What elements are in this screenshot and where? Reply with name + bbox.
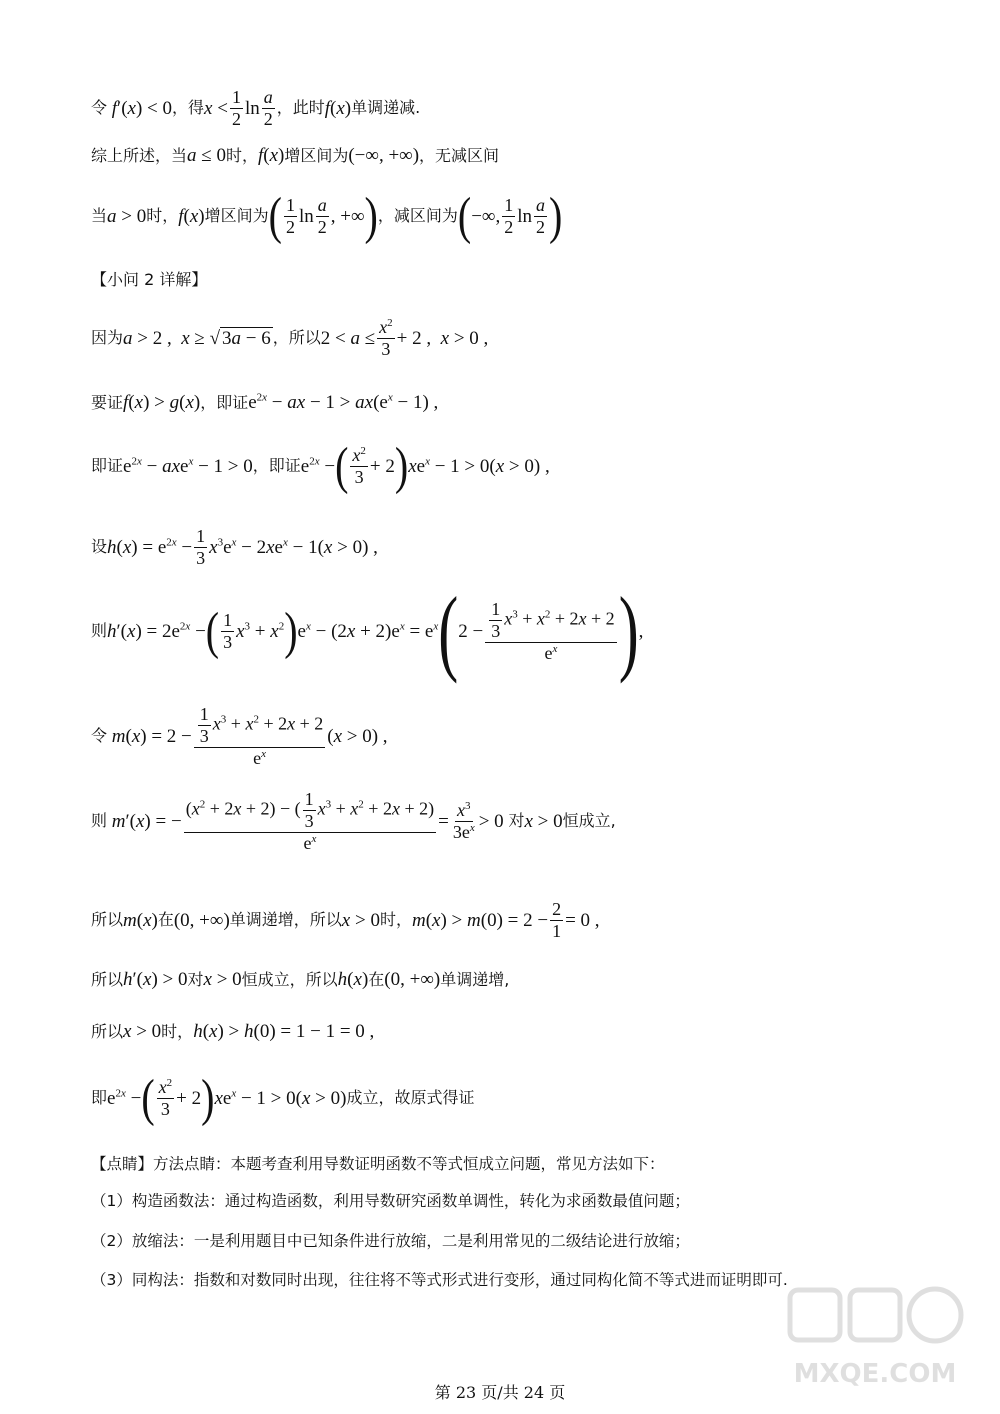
watermark-text: MXQE.COM xyxy=(793,1359,957,1389)
line-1: 令 f′(x) < 0 ，得 x < $\frac{1}{2}$ ln $\frac{a}{2}$ ，此时 f(x) 单调递减. xyxy=(91,87,421,129)
line-5: 因为 a > 2 , x ≥ √ 3a − 6 ，所以 2 < a ≤ $\frac{x^2}{3}$ + 2 , x > 0 , xyxy=(91,317,489,359)
line-8: 设 $h(x) = e^{2x}$ − $\frac{1}{3}$ $x^3e^x - 2xe^x - 1(x > 0)$ , xyxy=(91,526,378,568)
line-12: 所以 m(x) 在 (0, +∞) 单调递增，所以 x > 0 时， m(x) > m(0) = 2 − $\frac{2}{1}$ = 0 , xyxy=(91,899,600,941)
math: f′(x) < 0 xyxy=(111,97,173,119)
watermark-logo xyxy=(780,1282,970,1392)
line-14: 所以 x > 0 时， h(x) > h(0) = 1 − 1 = 0 , xyxy=(91,1021,375,1042)
line-2: 综上所述，当 a ≤ 0 时， f(x) 增区间为 (−∞, +∞) ，无减区间 xyxy=(91,145,500,166)
line-7: 即证 $e^{2x} - axe^x - 1 > 0$ ，即证 $e^{2x}$ − ( $\frac{x^2}{3}$ + 2 ) $xe^x - 1 > 0(x > 0)$ , xyxy=(91,436,550,495)
line-10: 令 m(x) = 2 − $\frac{1}{3}$ $x^3 + x^2 + 2x + 2$ $e^x$ (x > 0) , xyxy=(91,704,388,768)
line-6: 要证 f(x) > g(x) ，即证 $e^{2x}$ − ax − $1 > ax(e^x - 1)$ , xyxy=(91,391,439,413)
note-item-2: （2）放缩法：一是利用题目中已知条件进行放缩，二是利用常见的二级结论进行放缩； xyxy=(91,1232,690,1250)
section-heading: 【小问 2 详解】 xyxy=(91,270,208,289)
line-3: 当 a > 0 时， f(x) 增区间为 ( $\frac{1}{2}$ ln $\frac{a}{2}$ , +∞ ) ，减区间为 ( −∞, $\frac{1}{2}$ ln $\frac{a}{2}$ ) xyxy=(91,186,563,245)
line-15: 即 $e^{2x}$ − ( $\frac{x^2}{3}$ + 2 ) $xe^x - 1 > 0(x > 0)$ 成立，故原式得证 xyxy=(91,1068,475,1127)
line-11: 则 m′(x) = − $(x^2 + 2x + 2)$ − ( $\frac{1}{3}$ $x^3 + x^2 + 2x + 2$) $e^x$ = $\frac{x^3}{3e^x}$ > 0 对 x > 0 恒成立, xyxy=(91,789,616,853)
line-9: 则 $h'(x) = 2e^{2x}$ − ( $\frac{1}{3}$ $x^3 + x^2$ ) $e^x - (2x + 2)e^x = e^x$ ( 2 − $\frac{1}{3}$ $x^3 + x^2 + 2x + 2$ $e^x$ ) , xyxy=(91,578,644,685)
note-heading: 【点睛】方法点睛：本题考查利用导数证明函数不等式恒成立问题，常见方法如下： xyxy=(91,1155,665,1173)
page-footer: 第 23 页/共 24 页 xyxy=(434,1383,566,1402)
note-item-1: （1）构造函数法：通过构造函数，利用导数研究函数单调性，转化为求函数最值问题； xyxy=(91,1192,690,1210)
note-item-3: （3）同构法：指数和对数同时出现，往往将不等式形式进行变形，通过同构化简不等式进而证明即可. xyxy=(91,1271,788,1289)
line-13: 所以 h′(x) > 0 对 x > 0 恒成立，所以 h(x) 在 (0, +∞) 单调递增, xyxy=(91,969,510,990)
